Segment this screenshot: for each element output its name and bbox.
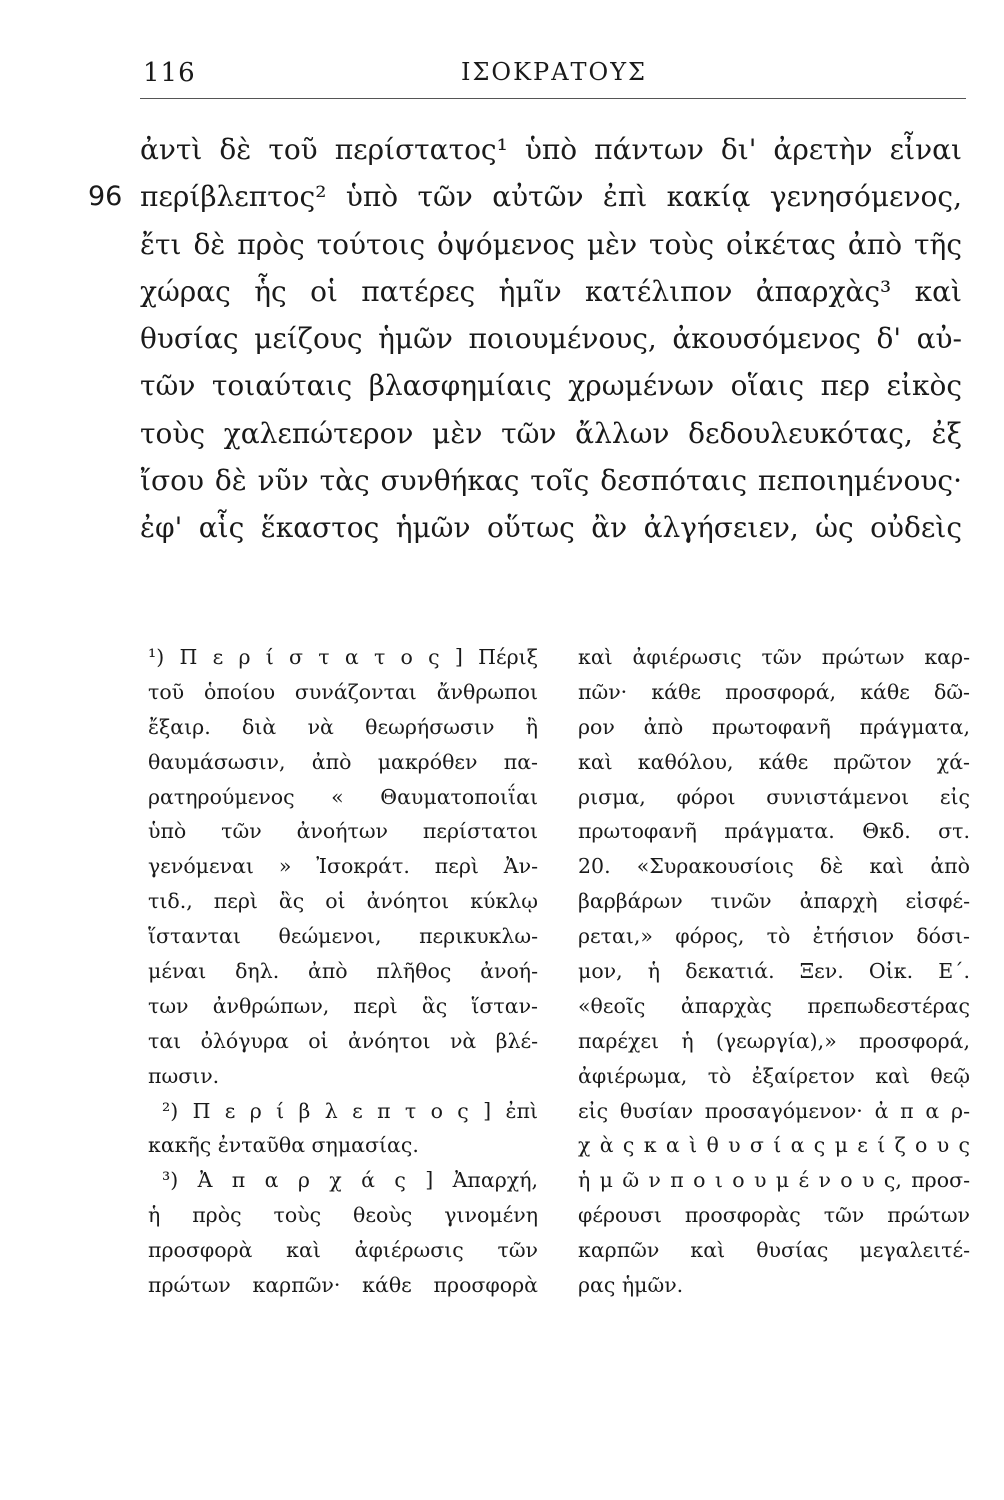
footnote-line: τιδ., περὶ ἃς οἱ ἀνόητοι κύκλῳ	[148, 889, 538, 914]
footnote-line: πωσιν.	[148, 1063, 220, 1088]
margin-number: 96	[88, 181, 123, 213]
footnotes-left-column	[148, 640, 538, 1303]
footnote-line: ρατηρούμενος « Θαυματοποιΐαι	[148, 784, 538, 809]
main-line: ἀντὶ δὲ τοῦ περίστατος¹ ὑπὸ πάντων δι' ἀρετὴν εἶναι	[140, 133, 962, 166]
footnote-line: των ἀνθρώπων, περὶ ἃς ἵσταν-	[148, 993, 538, 1018]
main-line: χώρας ἧς οἱ πατέρες ἡμῖν κατέλιπον ἀπαρχὰς³ καὶ	[140, 274, 962, 308]
main-line: ἐφ' αἷς ἕκαστος ἡμῶν οὕτως ἂν ἀλγήσειεν, ὡς οὐδεὶς	[140, 511, 962, 545]
footnote-line: μέναι δηλ. ἀπὸ πλῆθος ἀνοή-	[148, 959, 538, 984]
footnote-line: τοῦ ὁποίου συνάζονται ἄνθρωποι	[148, 679, 538, 704]
main-line: ἔτι δὲ πρὸς τούτοις ὀψόμενος μὲν τοὺς οἰκέτας ἀπὸ τῆς	[140, 227, 962, 261]
footnote-line: εἰς θυσίαν προσαγόμενον· ἀ π α ρ-	[578, 1098, 970, 1123]
main-line: 96 περίβλεπτος² ὑπὸ τῶν αὐτῶν ἐπὶ κακίᾳ γενησόμενος,	[140, 173, 970, 220]
footnote-line: βαρβάρων τινῶν ἀπαρχὴ εἰσφέ-	[578, 889, 970, 914]
footnote-line: ἀφιέρωμα, τὸ ἐξαίρετον καὶ θεῷ	[578, 1063, 970, 1088]
footnote-line: προσφορὰ καὶ ἀφιέρωσις τῶν	[148, 1238, 538, 1263]
running-head: ΙΣΟΚΡΑΤΟΥΣ	[460, 58, 648, 86]
footnote-line: χ ὰ ς κ α ὶ θ υ σ ί α ς μ ε ί ζ ο υ ς	[578, 1133, 970, 1158]
main-line: ἴσου δὲ νῦν τὰς συνθήκας τοῖς δεσπόταις πεποιημένους·	[140, 464, 962, 498]
page-header	[143, 58, 965, 98]
footnote-line: ²) Π ε ρ ί β λ ε π τ ο ς ] ἐπὶ	[162, 1098, 538, 1123]
footnotes-right-column	[578, 640, 970, 1303]
footnote-line: ³) Ἀ π α ρ χ ά ς ] Ἀπαρχή,	[162, 1168, 538, 1193]
footnote-line: πῶν· κάθε προσφορά, κάθε δῶ-	[578, 679, 970, 704]
main-line: τοὺς χαλεπώτερον μὲν τῶν ἄλλων δεδουλευκότας, ἐξ	[140, 416, 962, 450]
main-text	[88, 126, 970, 552]
footnote-line: ὑπὸ τῶν ἀνοήτων περίστατοι	[148, 819, 538, 844]
page-number: 116	[143, 58, 196, 88]
footnote-line: 20. «Συρακουσίοις δὲ καὶ ἀπὸ	[578, 854, 970, 879]
footnote-line: ρας ἡμῶν.	[578, 1273, 684, 1298]
footnote-line: καὶ καθόλου, κάθε πρῶτον χά-	[578, 749, 970, 774]
footnote-line: φέρουσι προσφορὰς τῶν πρώτων	[578, 1203, 970, 1228]
footnote-line: γενόμεναι » Ἰσοκράτ. περὶ Ἀν-	[148, 854, 538, 879]
footnote-line: ἵστανται θεώμενοι, περικυκλω-	[148, 924, 538, 949]
footnote-line: ρεται,» φόρος, τὸ ἐτήσιον δόσι-	[578, 924, 970, 949]
footnote-line: ἔξαιρ. διὰ νὰ θεωρήσωσιν ἢ	[148, 714, 538, 739]
footnote-line: μον, ἡ δεκατιά. Ξεν. Οἰκ. Ε΄.	[578, 959, 970, 984]
footnote-line: παρέχει ἡ (γεωργία),» προσφορά,	[578, 1028, 970, 1053]
footnote-line: θαυμάσωσιν, ἀπὸ μακρόθεν πα-	[148, 749, 538, 774]
header-rule	[140, 98, 966, 99]
footnote-line: πρωτοφανῆ πράγματα. Θκδ. στ.	[578, 819, 970, 844]
main-line: θυσίας μείζους ἡμῶν ποιουμένους, ἀκουσόμενος δ' αὐ-	[140, 322, 962, 356]
footnote-line: καρπῶν καὶ θυσίας μεγαλειτέ-	[578, 1238, 970, 1263]
main-line: τῶν τοιαύταις βλασφημίαις χρωμένων οἵαις περ εἰκὸς	[140, 369, 962, 403]
footnote-line: ρον ἀπὸ πρωτοφανῆ πράγματα,	[578, 714, 970, 739]
footnote-line: καὶ ἀφιέρωσις τῶν πρώτων καρ-	[578, 645, 970, 669]
footnote-line: ἡ μ ῶ ν π ο ι ο υ μ έ ν ο υ ς, προσ-	[578, 1168, 970, 1193]
footnote-line: πρώτων καρπῶν· κάθε προσφορὰ	[148, 1273, 538, 1298]
footnote-line: κακῆς ἐνταῦθα σημασίας.	[148, 1133, 419, 1158]
footnote-line: «θεοῖς ἀπαρχὰς πρεπωδεστέρας	[578, 993, 970, 1018]
footnote-line: ἡ πρὸς τοὺς θεοὺς γινομένη	[148, 1203, 538, 1228]
footnote-line: ¹) Π ε ρ ί σ τ α τ ο ς ] Πέριξ	[148, 645, 538, 669]
footnote-line: ρισμα, φόροι συνιστάμενοι εἰς	[578, 784, 970, 809]
footnote-line: ται ὀλόγυρα οἱ ἀνόητοι νὰ βλέ-	[148, 1028, 538, 1053]
